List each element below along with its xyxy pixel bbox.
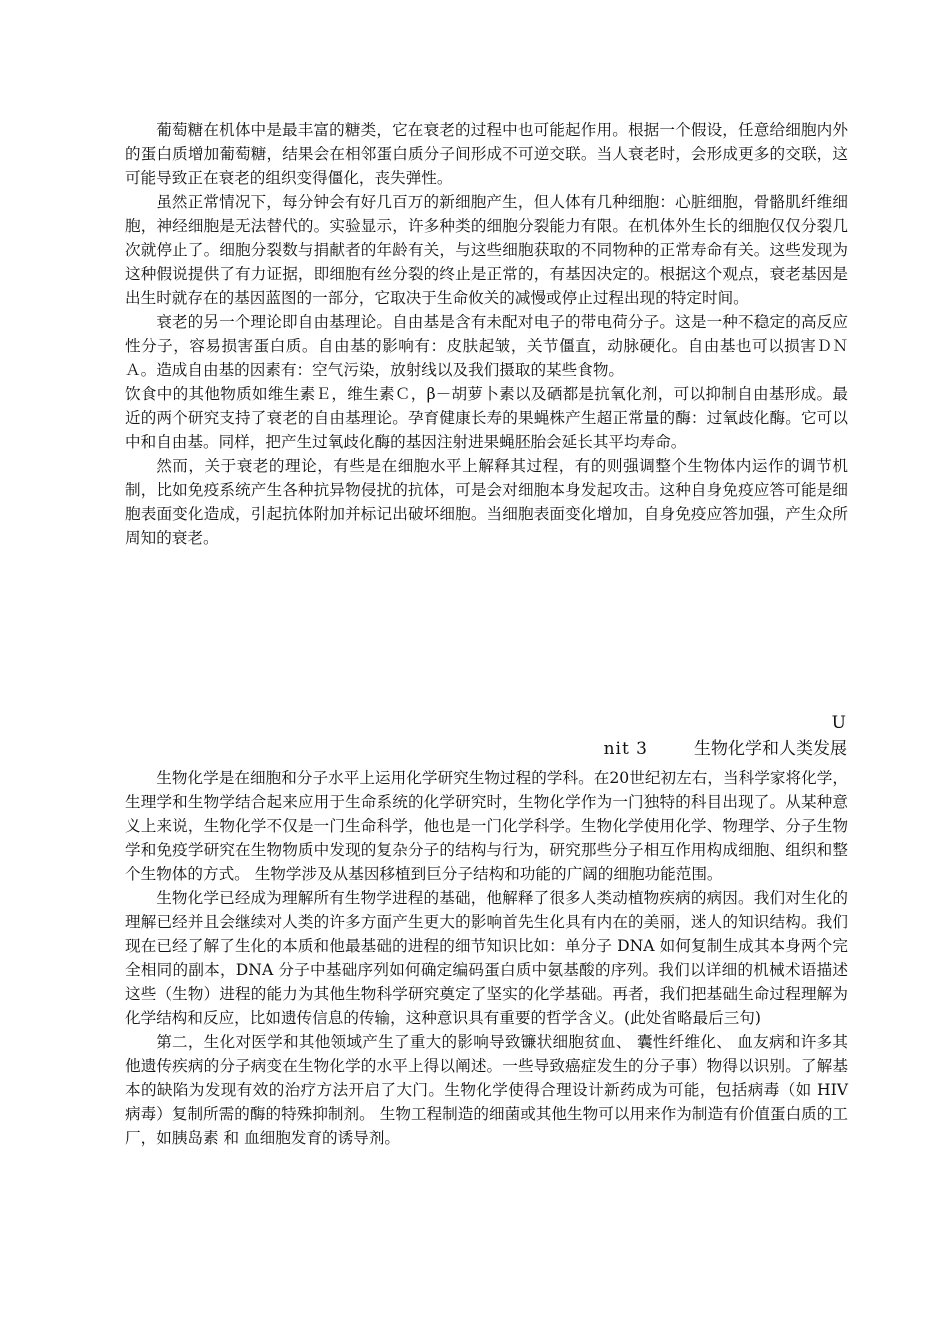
paragraph-glucose: 葡萄糖在机体中是最丰富的糖类，它在衰老的过程中也可能起作用。根据一个假设，任意给细胞内外的蛋白质增加葡萄糖，结果会在相邻蛋白质分子间形成不可逆交联。当人衰老时，会形成更多的交联，这可能导致正在衰老的组织变得僵化，丧失弹性。 [125,121,848,187]
unit-heading [604,738,847,760]
paragraph-antioxidants: 饮食中的其他物质如维生素Ｅ，维生素Ｃ，β－胡萝卜素以及硒都是抗氧化剂，可以抑制自由基形成。最近的两个研究支持了衰老的自由基理论。孕育健康长寿的果蝇株产生超正常量的酶：过氧歧化酶。它可以中和自由基。同样，把产生过氧歧化酶的基因注射进果蝇胚胎会延长其平均寿命。 [125,385,848,451]
paragraph-biochem-medicine: 第二，生化对医学和其他领域产生了重大的影响导致镰状细胞贫血、 囊性纤维化、 血友病和许多其他遗传疾病的分子病变在生物化学的水平上得以阐述。一些导致癌症发生的分子事）物得以识别。了解基本的缺陷为发现有效的治疗方法开启了大门。生物化学使得合理设计新药成为可能，包括病毒（如 HIV 病毒）复制所需的酶的特殊抑制剂。 生物工程制造的细菌或其他生物可以用来作为制造有价值蛋白质的工厂，如胰岛素 和 血细胞发育的诱导剂。 [125,1033,848,1147]
aging-theories-text [125,118,848,550]
paragraph-biochem-definition: 生物化学是在细胞和分子水平上运用化学研究生物过程的学科。在20世纪初左右，当科学家将化学，生理学和生物学结合起来应用于生命系统的化学研究时，生物化学作为一门独特的科目出现了。从某种意义上来说，生物化学不仅是一门生命科学，他也是一门化学科学。生物化学使用化学、物理学、分子生物学和免疫学研究在生物物质中发现的复杂分子的结构与行为，研究那些分子相互作用构成细胞、组织和整个生物体的方式。 生物学涉及从基因移植到巨分子结构和功能的广阔的细胞功能范围。 [125,769,848,883]
unit-number: nit 3 [603,739,648,759]
paragraph-biochem-foundation: 生物化学已经成为理解所有生物学进程的基础，他解释了很多人类动植物疾病的病因。我们对生化的理解已经并且会继续对人类的许多方面产生更大的影响首先生化具有内在的美丽，迷人的知识结构。我们现在已经了解了生化的本质和他最基础的进程的细节知识比如：单分子 DNA 如何复制生成其本身两个完全相同的副本，DNA 分子中基础序列如何确定编码蛋白质中氨基酸的序列。我们以详细的机械术语描述这些（生物）进程的能力为其他生物科学研究奠定了坚实的化学基础。再者，我们把基础生命过程理解为化学结构和反应，比如遗传信息的传输，这种意识具有重要的哲学含义。(此处省略最后三句) [125,889,848,1027]
paragraph-cell-division: 虽然正常情况下，每分钟会有好几百万的新细胞产生，但人体有几种细胞：心脏细胞，骨骼肌纤维细胞，神经细胞是无法替代的。实验显示，许多种类的细胞分裂能力有限。在机体外生长的细胞仅仅分裂几次就停止了。细胞分裂数与捐献者的年龄有关，与这些细胞获取的不同物种的正常寿命有关。这些发现为这种假说提供了有力证据，即细胞有丝分裂的终止是正常的，有基因决定的。根据这个观点，衰老基因是出生时就存在的基因蓝图的一部分，它取决于生命攸关的减慢或停止过程出现的特定时间。 [125,193,848,307]
paragraph-immune: 然而，关于衰老的理论，有些是在细胞水平上解释其过程，有的则强调整个生物体内运作的调节机制，比如免疫系统产生各种抗异物侵扰的抗体，可是会对细胞本身发起攻击。这种自身免疫应答可能是细胞表面变化造成，引起抗体附加并标记出破坏细胞。当细胞表面变化增加，自身免疫应答加强，产生众所周知的衰老。 [125,457,848,547]
unit-heading-letter: U [831,713,846,733]
biochemistry-text [125,766,848,1150]
paragraph-free-radical: 衰老的另一个理论即自由基理论。自由基是含有未配对电子的带电荷分子。这是一种不稳定的高反应性分子，容易损害蛋白质。自由基的影响有：皮肤起皱，关节僵直，动脉硬化。自由基也可以损害ＤＮＡ。造成自由基的因素有：空气污染，放射线以及我们摄取的某些食物。 [125,313,848,379]
unit-title: 生物化学和人类发展 [694,739,847,759]
